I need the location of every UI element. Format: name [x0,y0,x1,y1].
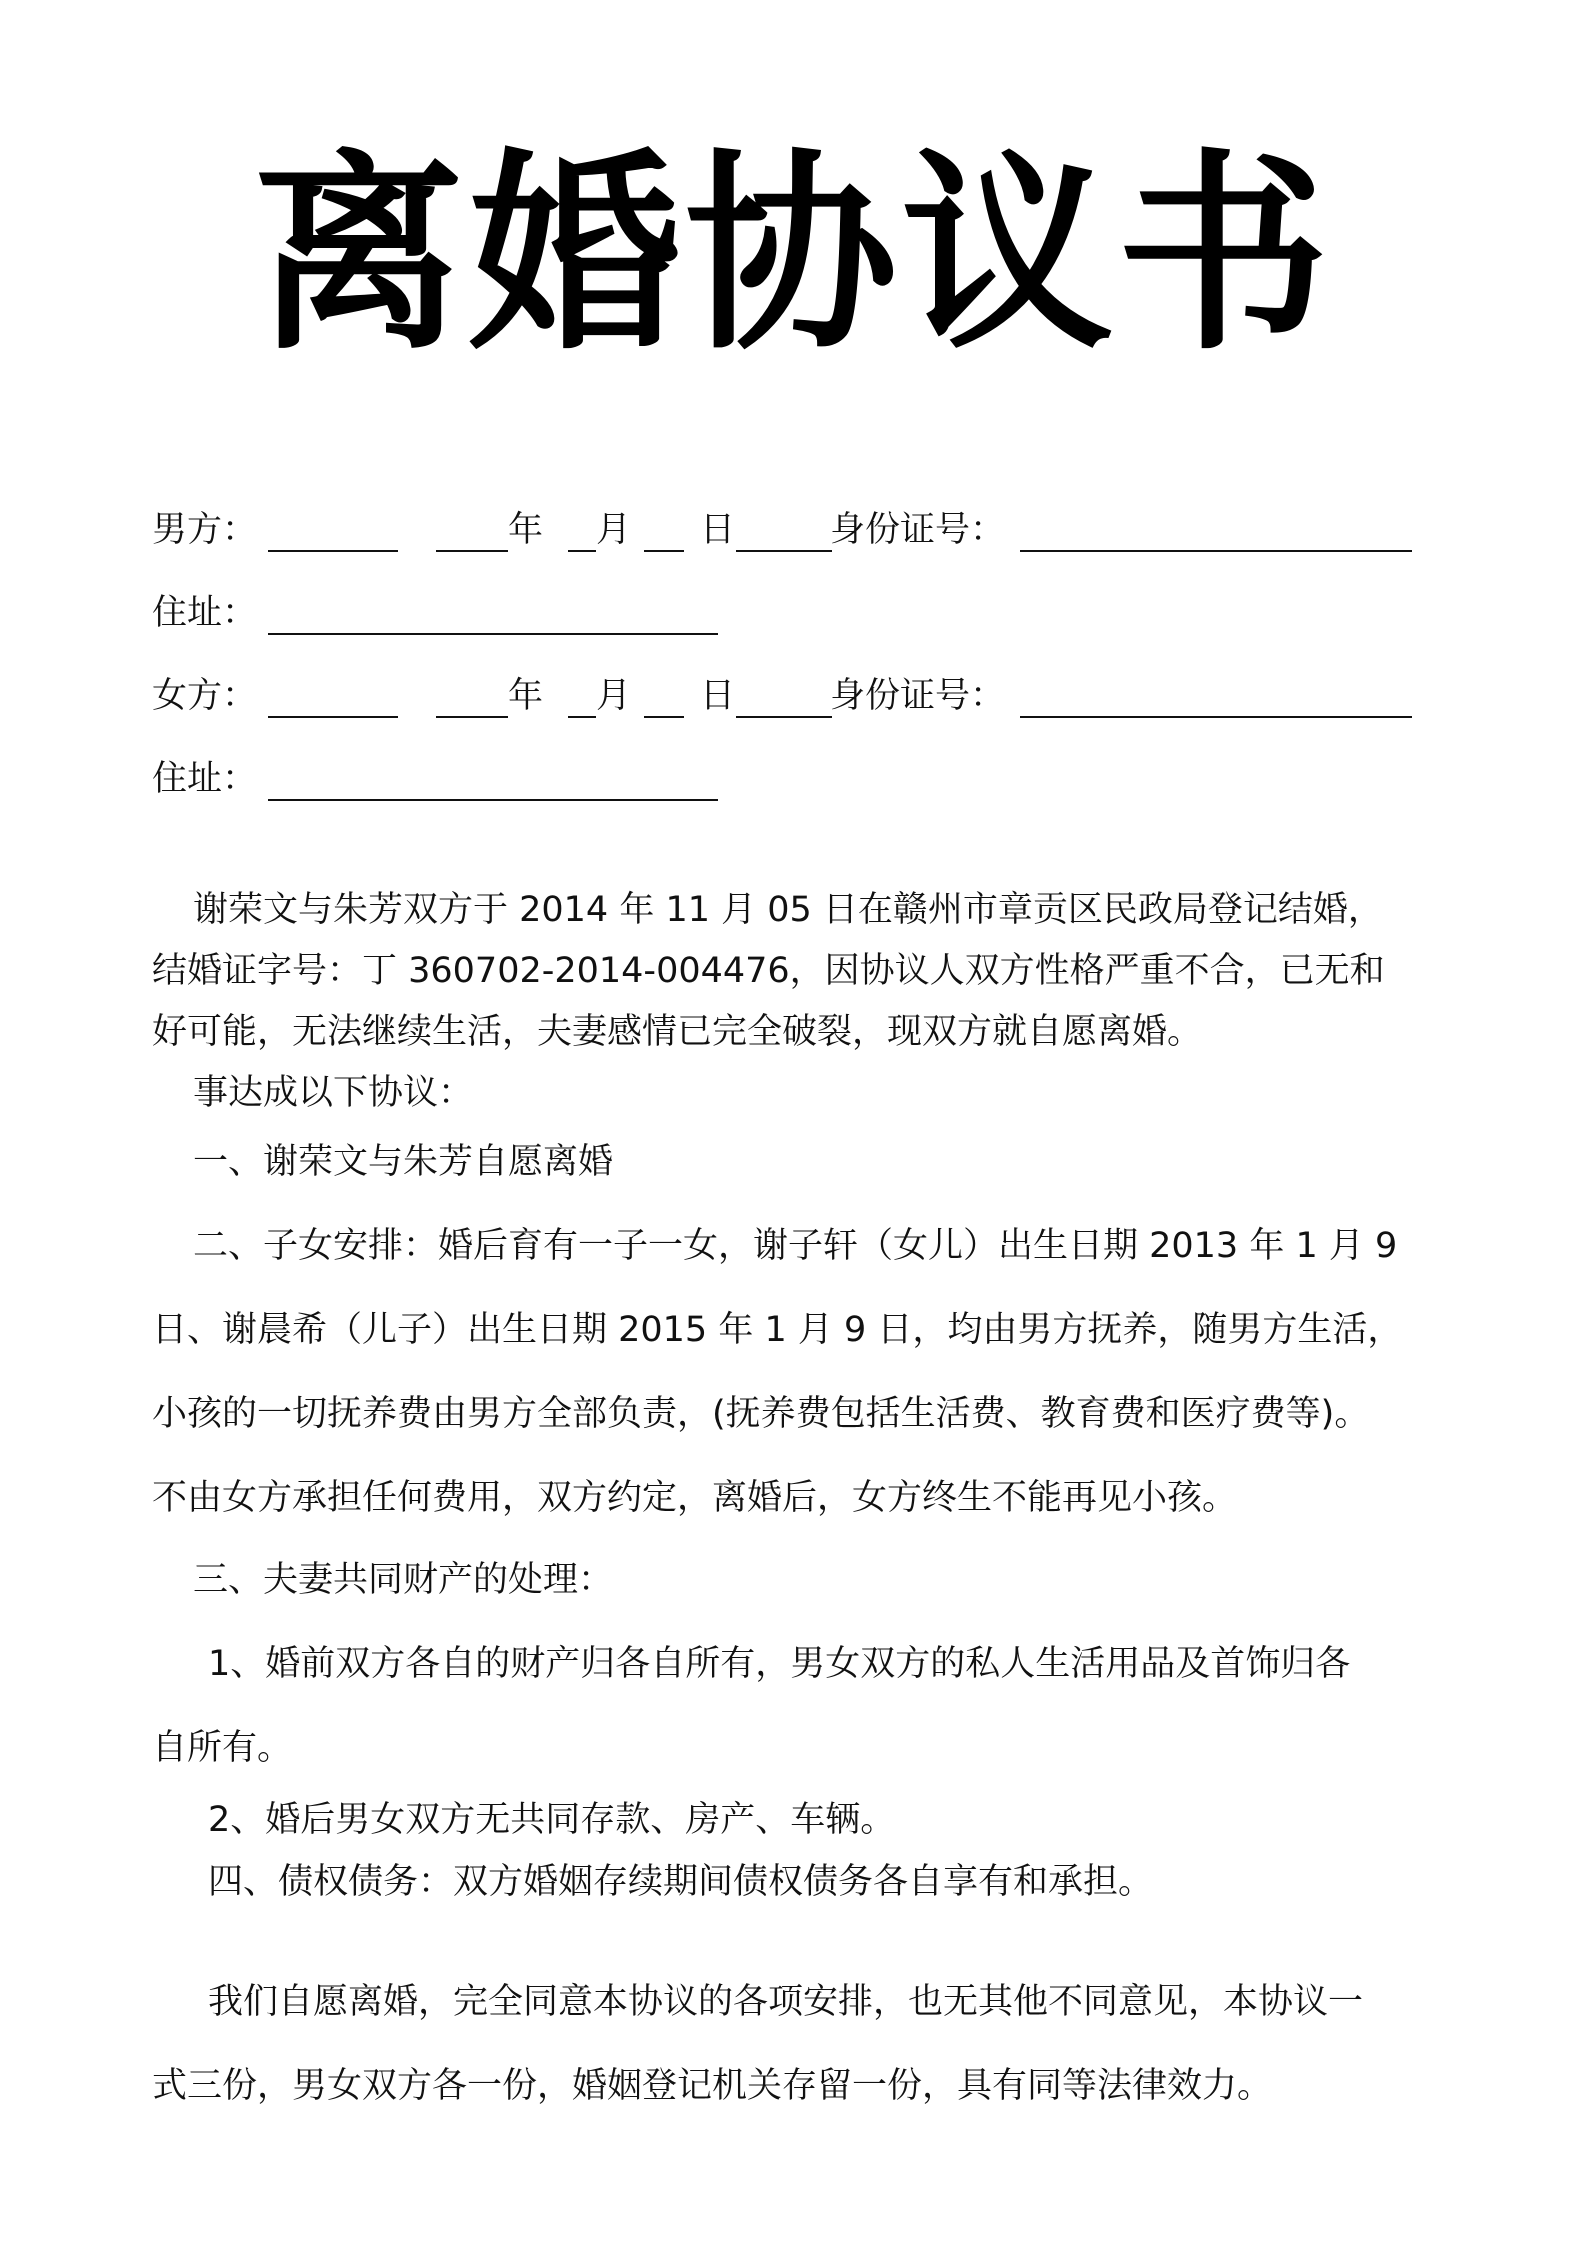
body-paragraph-line: 事达成以下协议： [193,1073,474,1113]
female-address-field[interactable] [268,799,718,801]
document-title: 离婚协议书 [253,131,1333,378]
id-number-label: 身份证号： [830,510,1006,550]
male-birth-year-field[interactable] [436,550,508,552]
female-id-number-field[interactable] [1020,716,1412,718]
address-label: 住址： [152,759,258,799]
male-label: 男方： [152,510,258,550]
clause-line: 日、谢晨希（儿子）出生日期 2015 年 1 月 9 日，均由男方抚养，随男方生活， [152,1310,1403,1350]
male-name-field[interactable] [268,550,398,552]
year-label: 年 [508,676,544,716]
day-label: 日 [700,510,736,550]
female-birth-month-field[interactable] [568,716,596,718]
female-name-field[interactable] [268,716,398,718]
closing-line: 式三份，男女双方各一份，婚姻登记机关存留一份，具有同等法律效力。 [152,2066,1273,2106]
male-address-field[interactable] [268,633,718,635]
clause-line: 自所有。 [152,1728,293,1768]
male-id-number-field[interactable] [1020,550,1412,552]
clause-line: 不由女方承担任何费用，双方约定，离婚后，女方终生不能再见小孩。 [152,1478,1238,1518]
body-paragraph-line: 好可能，无法继续生活，夫妻感情已完全破裂，现双方就自愿离婚。 [152,1012,1203,1052]
female-birth-day-field[interactable] [644,716,684,718]
closing-line: 我们自愿离婚，完全同意本协议的各项安排，也无其他不同意见，本协议一 [208,1982,1364,2022]
year-label: 年 [508,510,544,550]
female-extra-field[interactable] [736,716,832,718]
clause-line: 小孩的一切抚养费由男方全部负责，(抚养费包括生活费、教育费和医疗费等)。 [152,1394,1370,1434]
clause-heading: 四、债权债务：双方婚姻存续期间债权债务各自享有和承担。 [208,1862,1154,1902]
body-paragraph-line: 结婚证字号：丁 360702-2014-004476，因协议人双方性格严重不合，已无和 [152,951,1385,991]
clause-heading: 一、谢荣文与朱芳自愿离婚 [193,1142,614,1182]
clause-line: 1、婚前双方各自的财产归各自所有，男女双方的私人生活用品及首饰归各 [208,1644,1351,1684]
male-birth-month-field[interactable] [568,550,596,552]
address-label: 住址： [152,593,258,633]
clause-heading: 三、夫妻共同财产的处理： [193,1560,614,1600]
female-birth-year-field[interactable] [436,716,508,718]
clause-line: 二、子女安排：婚后育有一子一女，谢子轩（女儿）出生日期 2013 年 1 月 9 [193,1226,1398,1266]
female-label: 女方： [152,676,258,716]
clause-line: 2、婚后男女双方无共同存款、房产、车辆。 [208,1800,896,1840]
male-extra-field[interactable] [736,550,832,552]
month-label: 月 [596,676,632,716]
month-label: 月 [596,510,632,550]
male-birth-day-field[interactable] [644,550,684,552]
id-number-label: 身份证号： [830,676,1006,716]
body-paragraph-line: 谢荣文与朱芳双方于 2014 年 11 月 05 日在赣州市章贡区民政局登记结婚， [193,890,1383,930]
day-label: 日 [700,676,736,716]
